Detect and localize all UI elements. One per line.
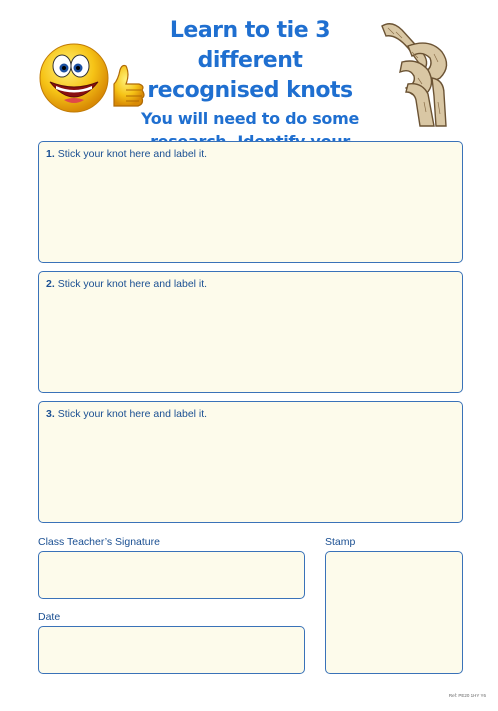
subtitle-line-1: You will need to do some bbox=[140, 109, 360, 128]
reference-code: Ref: PE20 1HY Y6 bbox=[448, 693, 486, 698]
knot-box-1-text: Stick your knot here and label it. bbox=[57, 148, 208, 160]
knot-box-3[interactable] bbox=[38, 401, 463, 523]
knot-box-2-text: Stick your knot here and label it. bbox=[57, 278, 208, 290]
knot-box-2[interactable] bbox=[38, 271, 463, 393]
knot-box-2-label bbox=[46, 278, 207, 290]
date-field[interactable] bbox=[38, 626, 305, 674]
rope-knot-icon bbox=[378, 18, 460, 130]
knot-box-1[interactable] bbox=[38, 141, 463, 263]
knot-box-1-label bbox=[46, 148, 207, 160]
title-line-1: Learn to tie 3 different bbox=[169, 18, 331, 73]
knot-box-3-label bbox=[46, 408, 207, 420]
knot-box-2-number: 2. bbox=[46, 278, 55, 290]
stamp-label: Stamp bbox=[325, 536, 356, 548]
knot-box-3-text: Stick your knot here and label it. bbox=[57, 408, 208, 420]
signature-label: Class Teacher’s Signature bbox=[38, 536, 160, 548]
knot-box-1-number: 1. bbox=[46, 148, 55, 160]
thumbs-up-smiley-icon bbox=[34, 40, 154, 115]
signature-field[interactable] bbox=[38, 551, 305, 599]
title-line-2: recognised knots bbox=[147, 78, 353, 103]
date-label: Date bbox=[38, 611, 61, 623]
knot-box-3-number: 3. bbox=[46, 408, 55, 420]
stamp-field[interactable] bbox=[325, 551, 463, 674]
